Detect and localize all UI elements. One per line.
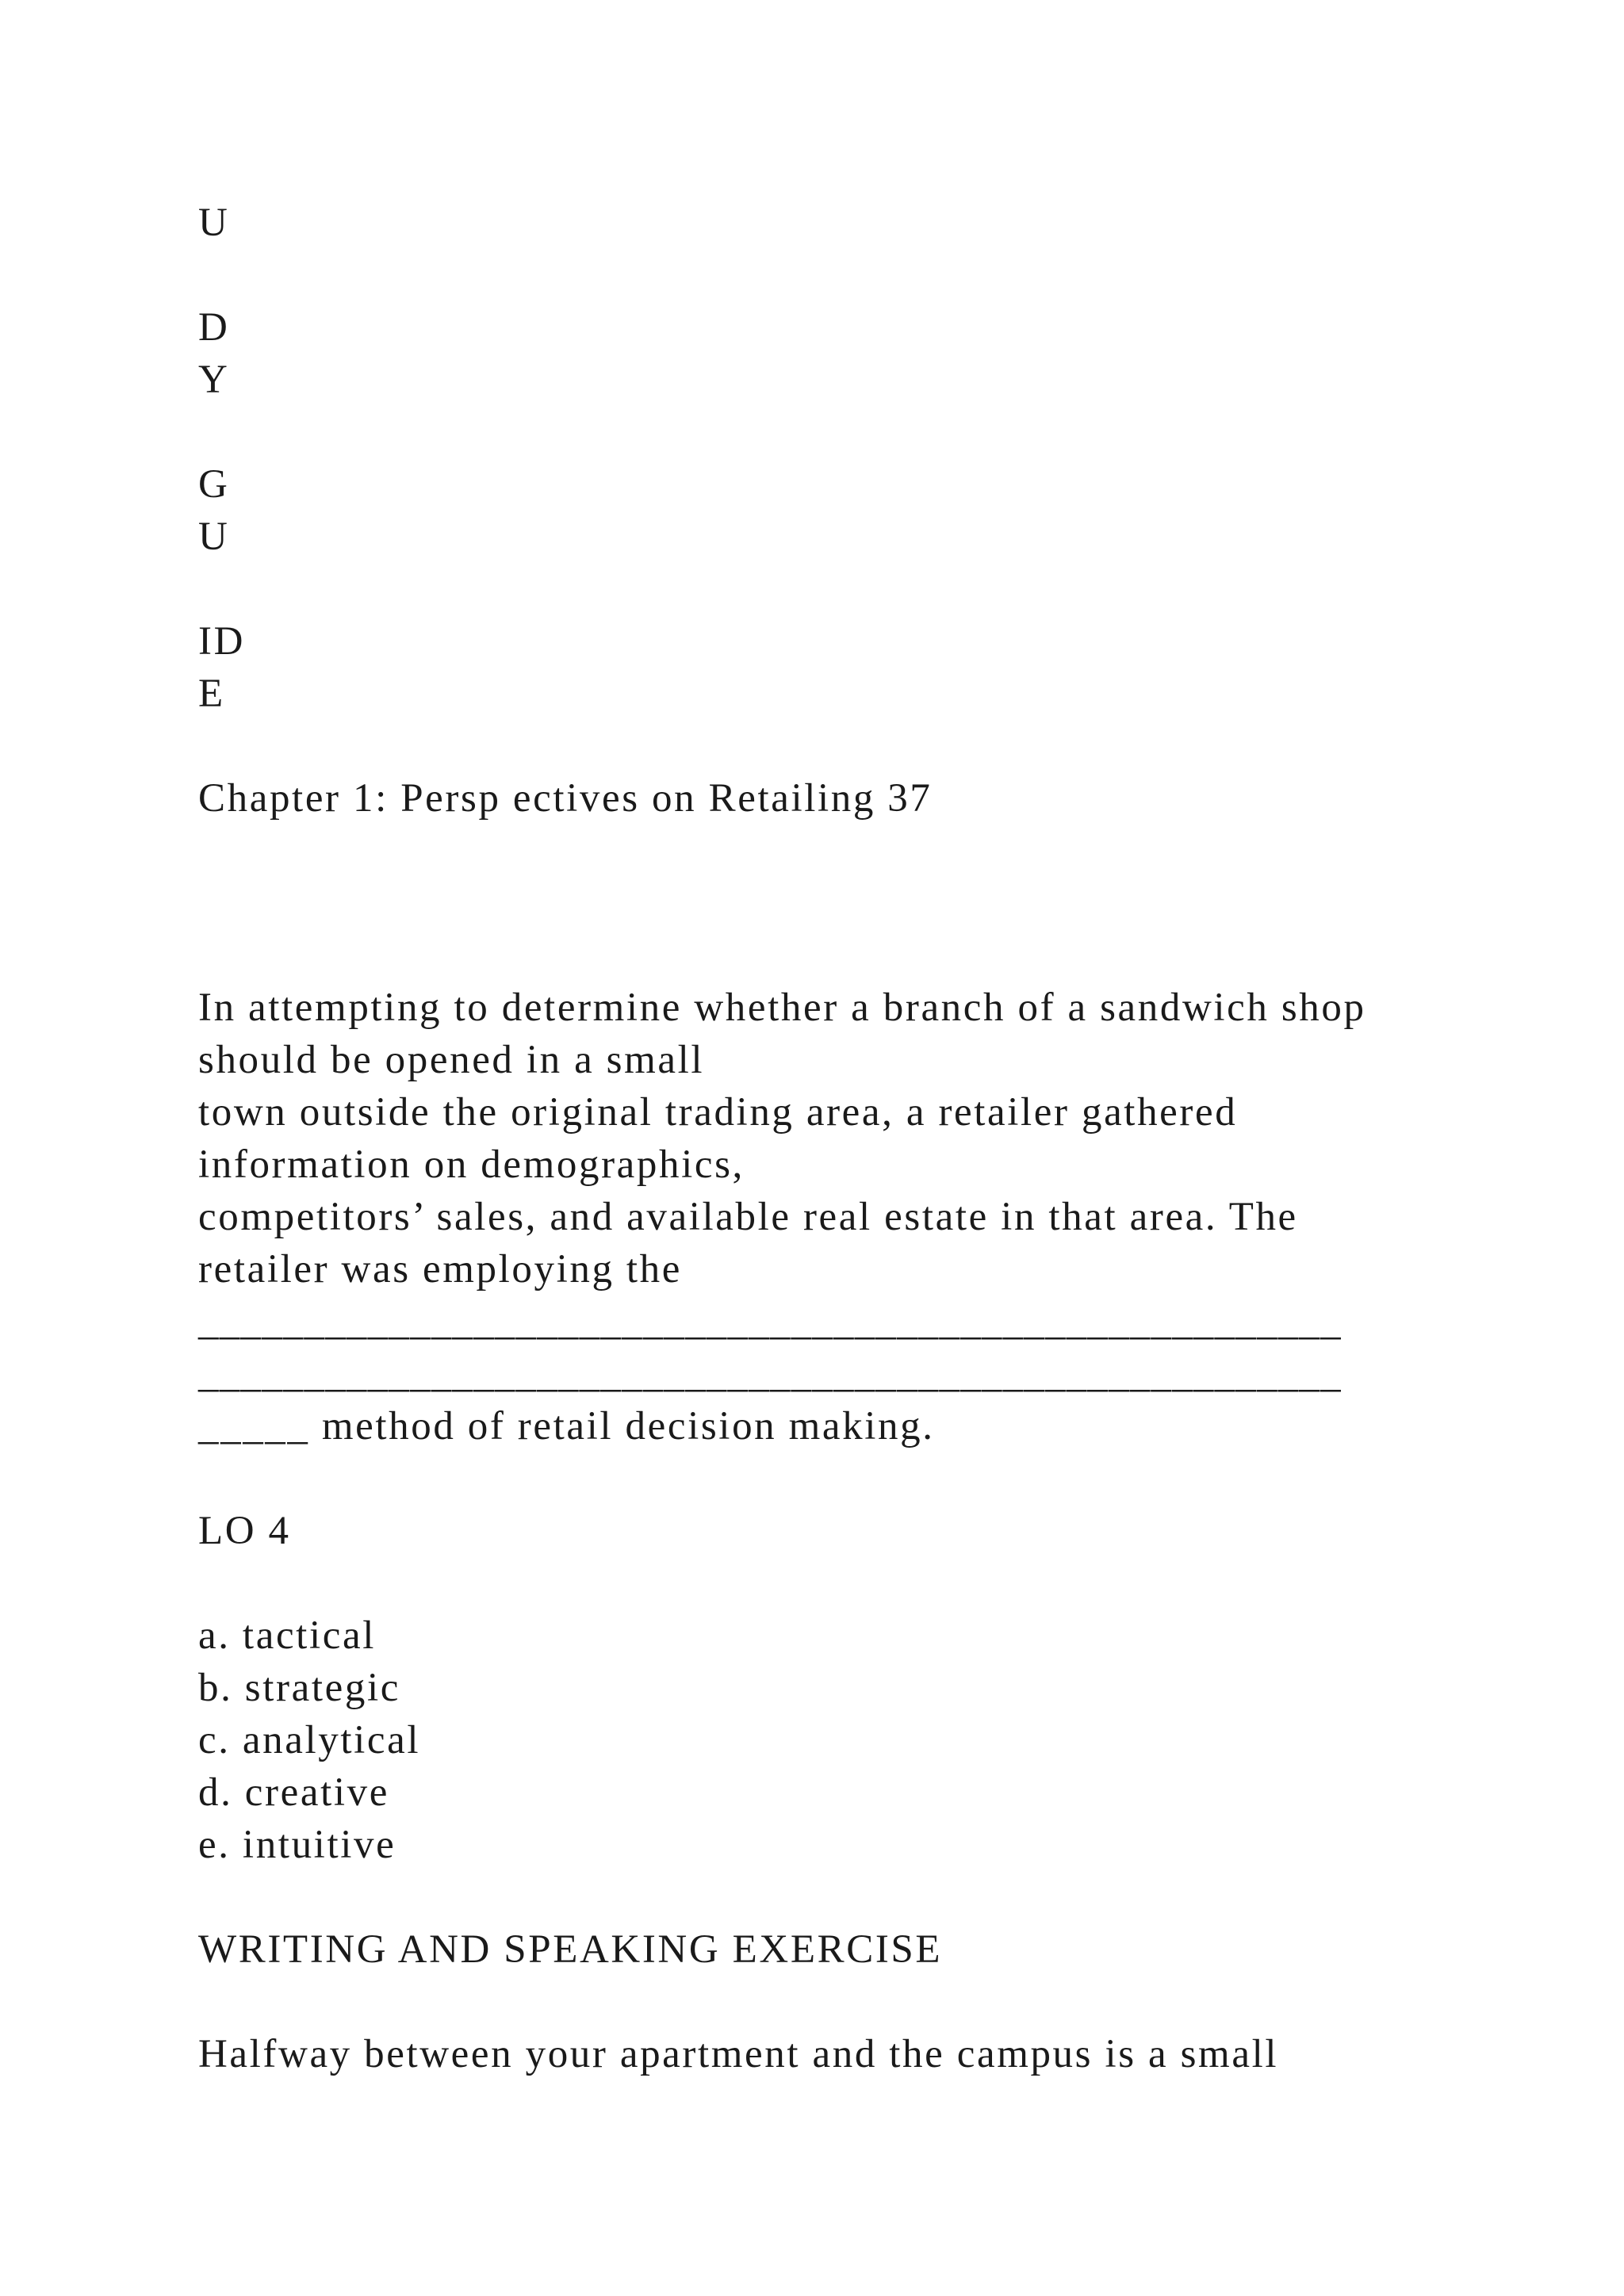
- question-line: In attempting to determine whether a branch of a sandwich shop: [198, 985, 1366, 1030]
- question-line: retailer was employing the: [198, 1247, 682, 1292]
- answer-option: a. tactical: [198, 1613, 376, 1658]
- learning-objective: LO 4: [198, 1509, 291, 1553]
- answer-option: b. strategic: [198, 1666, 400, 1710]
- question-line: competitors’ sales, and available real estate in that area. The: [198, 1195, 1298, 1239]
- section-heading: WRITING AND SPEAKING EXERCISE: [198, 1927, 943, 1972]
- paragraph-line: Halfway between your apartment and the campus is a small: [198, 2032, 1279, 2076]
- question-line: town outside the original trading area, a retailer gathered: [198, 1090, 1238, 1135]
- chapter-header: Chapter 1: Persp ectives on Retailing 37: [198, 776, 933, 821]
- side-letter: D: [198, 305, 230, 350]
- answer-option: e. intuitive: [198, 1823, 396, 1867]
- question-line: information on demographics,: [198, 1142, 745, 1187]
- answer-option: d. creative: [198, 1770, 389, 1815]
- answer-blank-line: ______________________________________________________: [198, 1299, 1342, 1344]
- side-letter: U: [198, 515, 230, 559]
- side-letter: Y: [198, 358, 230, 402]
- question-line: _____ method of retail decision making.: [198, 1404, 935, 1448]
- side-letter: G: [198, 462, 230, 507]
- answer-option: c. analytical: [198, 1718, 421, 1762]
- question-line: should be opened in a small: [198, 1038, 705, 1082]
- side-letter: E: [198, 672, 225, 716]
- answer-blank-line: ______________________________________________________: [198, 1352, 1342, 1396]
- side-letter: ID: [198, 619, 246, 664]
- side-letter: U: [198, 201, 230, 245]
